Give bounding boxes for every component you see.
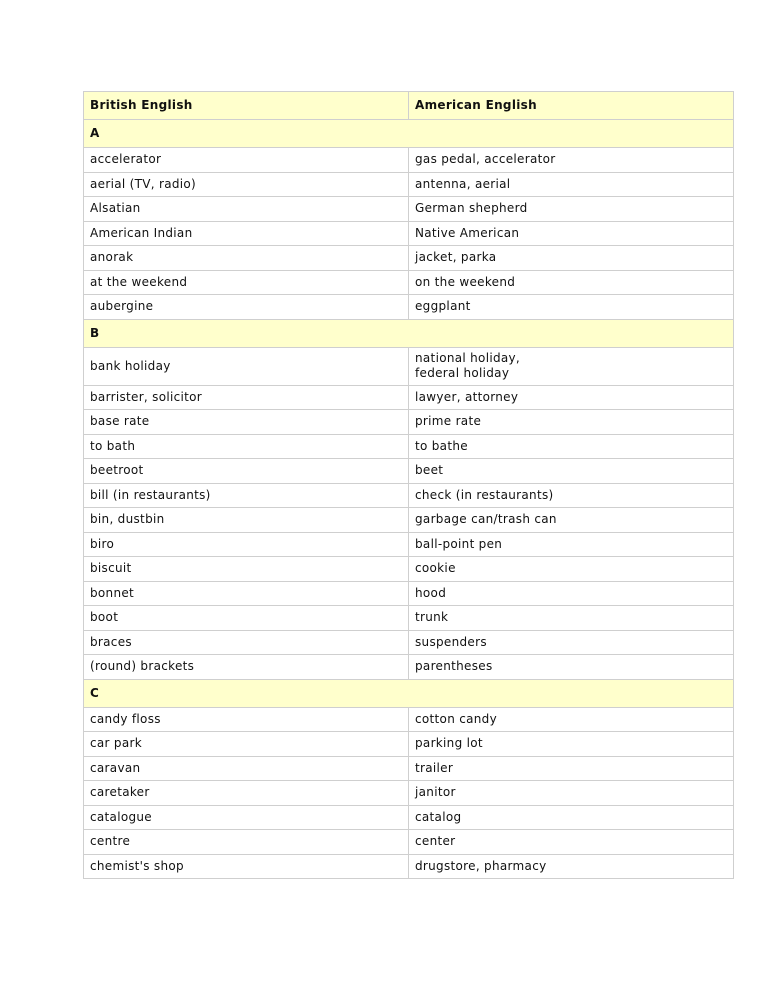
american-term: check (in restaurants) xyxy=(409,483,734,508)
british-term: beetroot xyxy=(84,459,409,484)
table-row xyxy=(84,246,734,271)
british-term: aubergine xyxy=(84,295,409,320)
table-row xyxy=(84,854,734,879)
header-row xyxy=(84,92,734,120)
american-term: prime rate xyxy=(409,410,734,435)
british-term: (round) brackets xyxy=(84,655,409,680)
british-term: caravan xyxy=(84,756,409,781)
american-term: national holiday, federal holiday xyxy=(409,347,734,385)
american-term: garbage can/trash can xyxy=(409,508,734,533)
table-row xyxy=(84,805,734,830)
british-term: American Indian xyxy=(84,221,409,246)
british-term: candy floss xyxy=(84,707,409,732)
american-term: janitor xyxy=(409,781,734,806)
american-term: cookie xyxy=(409,557,734,582)
american-term: eggplant xyxy=(409,295,734,320)
table-row xyxy=(84,483,734,508)
american-term: parentheses xyxy=(409,655,734,680)
american-term: hood xyxy=(409,581,734,606)
british-term: catalogue xyxy=(84,805,409,830)
table-row xyxy=(84,385,734,410)
british-term: anorak xyxy=(84,246,409,271)
table-row xyxy=(84,270,734,295)
british-term: biro xyxy=(84,532,409,557)
table-row xyxy=(84,707,734,732)
british-term: aerial (TV, radio) xyxy=(84,172,409,197)
american-term: to bathe xyxy=(409,434,734,459)
british-term: boot xyxy=(84,606,409,631)
british-term: Alsatian xyxy=(84,197,409,222)
american-term: beet xyxy=(409,459,734,484)
table-row xyxy=(84,630,734,655)
table-row xyxy=(84,732,734,757)
table-row xyxy=(84,459,734,484)
section-letter: B xyxy=(84,319,409,347)
glossary-table-body xyxy=(84,92,734,879)
american-term: cotton candy xyxy=(409,707,734,732)
section-letter-spacer xyxy=(409,319,734,347)
american-term: suspenders xyxy=(409,630,734,655)
british-term: caretaker xyxy=(84,781,409,806)
american-term: trunk xyxy=(409,606,734,631)
table-row xyxy=(84,197,734,222)
american-term: trailer xyxy=(409,756,734,781)
american-term: lawyer, attorney xyxy=(409,385,734,410)
british-term: biscuit xyxy=(84,557,409,582)
british-term: centre xyxy=(84,830,409,855)
american-term: ball-point pen xyxy=(409,532,734,557)
american-term: gas pedal, accelerator xyxy=(409,148,734,173)
section-letter: A xyxy=(84,120,409,148)
table-row xyxy=(84,172,734,197)
header-british: British English xyxy=(84,92,409,120)
table-row xyxy=(84,295,734,320)
table-row xyxy=(84,781,734,806)
table-row xyxy=(84,221,734,246)
section-letter-spacer xyxy=(409,679,734,707)
british-term: accelerator xyxy=(84,148,409,173)
table-row xyxy=(84,434,734,459)
american-term: catalog xyxy=(409,805,734,830)
table-row xyxy=(84,148,734,173)
table-row xyxy=(84,581,734,606)
british-term: braces xyxy=(84,630,409,655)
section-letter-spacer xyxy=(409,120,734,148)
american-term: Native American xyxy=(409,221,734,246)
table-row xyxy=(84,410,734,435)
table-row xyxy=(84,347,734,385)
american-term: drugstore, pharmacy xyxy=(409,854,734,879)
british-term: chemist's shop xyxy=(84,854,409,879)
table-row xyxy=(84,830,734,855)
header-american: American English xyxy=(409,92,734,120)
american-term: antenna, aerial xyxy=(409,172,734,197)
british-term: base rate xyxy=(84,410,409,435)
american-term: German shepherd xyxy=(409,197,734,222)
british-term: bin, dustbin xyxy=(84,508,409,533)
british-term: bonnet xyxy=(84,581,409,606)
table-row xyxy=(84,532,734,557)
section-row-c xyxy=(84,679,734,707)
section-letter: C xyxy=(84,679,409,707)
table-row xyxy=(84,655,734,680)
american-term: parking lot xyxy=(409,732,734,757)
british-term: car park xyxy=(84,732,409,757)
table-row xyxy=(84,606,734,631)
table-row xyxy=(84,557,734,582)
glossary-table xyxy=(83,91,734,879)
british-term: bank holiday xyxy=(84,347,409,385)
table-row xyxy=(84,756,734,781)
british-term: bill (in restaurants) xyxy=(84,483,409,508)
british-term: barrister, solicitor xyxy=(84,385,409,410)
section-row-a xyxy=(84,120,734,148)
american-term: jacket, parka xyxy=(409,246,734,271)
british-term: to bath xyxy=(84,434,409,459)
section-row-b xyxy=(84,319,734,347)
american-term: on the weekend xyxy=(409,270,734,295)
british-term: at the weekend xyxy=(84,270,409,295)
table-row xyxy=(84,508,734,533)
american-term: center xyxy=(409,830,734,855)
